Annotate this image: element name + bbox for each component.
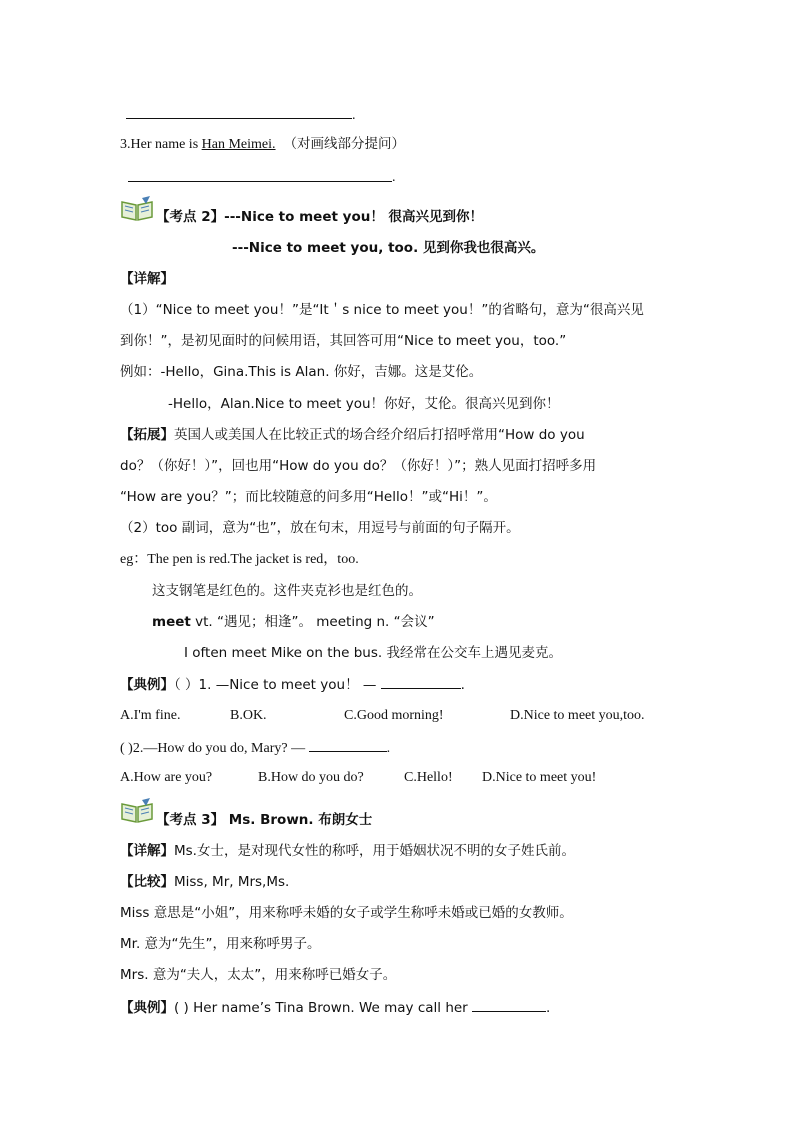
- expand-2: do？（你好！）”，回也用“How do you do？（你好！）”；熟人见面打招呼多用: [120, 458, 597, 474]
- eg-sentence: eg：The pen is red.The jacket is red，too.: [120, 552, 359, 567]
- expand-3: “How are you？”；而比较随意的问多用“Hello！”或“Hi！”。: [120, 489, 497, 505]
- typical-label: 【典例】: [120, 677, 174, 693]
- q2-option-a[interactable]: A.How are you?: [120, 770, 213, 785]
- meet-definition: [152, 612, 435, 632]
- q2-blank[interactable]: [309, 737, 387, 752]
- question-3: [120, 134, 405, 155]
- underlined-part: Han Meimei.: [201, 137, 276, 152]
- compare-label: 【比较】: [120, 874, 174, 890]
- q1-option-c[interactable]: C.Good morning!: [344, 708, 444, 723]
- q3-blank[interactable]: [472, 997, 546, 1012]
- line-dot: .: [392, 170, 396, 185]
- q2-option-d[interactable]: D.Nice to meet you!: [482, 770, 597, 785]
- book-icon: [120, 196, 154, 222]
- compare-text: Miss, Mr, Mrs,Ms.: [174, 874, 290, 890]
- point-3-heading: 【考点 3】 Ms. Brown. 布朗女士: [156, 812, 373, 828]
- answer-line: [128, 181, 392, 182]
- point-2-heading-2: ---Nice to meet you, too. 见到你我也很高兴。: [232, 240, 545, 256]
- line-dot: .: [352, 108, 356, 123]
- detail-text-3: Ms.女士，是对现代女性的称呼，用于婚姻状况不明的女子姓氏前。: [174, 843, 575, 859]
- meet-def: vt. “遇见；相逢”。 meeting n. “会议”: [190, 614, 435, 630]
- paragraph-2: （2）too 副词，意为“也”，放在句末，用逗号与前面的句子隔开。: [120, 520, 520, 536]
- q1-option-d[interactable]: D.Nice to meet you,too.: [510, 708, 645, 723]
- q2-options: [120, 768, 596, 788]
- meet-example: I often meet Mike on the bus. 我经常在公交车上遇见麦克。: [184, 645, 562, 661]
- typical-q3: 【典例】( ) Her name’s Tina Brown. We may call her .: [120, 997, 550, 1018]
- expand-text-1: 英国人或美国人在比较正式的场合经介绍后打招呼常用“How do you: [174, 427, 585, 443]
- point-3-detail: [120, 841, 575, 861]
- example-2: -Hello，Alan.Nice to meet you！你好，艾伦。很高兴见到你！: [168, 396, 560, 412]
- point-2-heading: 【考点 2】---Nice to meet you！ 很高兴见到你！: [156, 209, 484, 225]
- detail-label: 【详解】: [120, 271, 174, 287]
- q2-stem: ( )2.—How do you do, Mary? —: [120, 741, 309, 756]
- eg-translation: 这支钢笔是红色的。这件夹克衫也是红色的。: [152, 583, 422, 599]
- miss-definition: Miss 意思是“小姐”，用来称呼未婚的女子或学生称呼未婚或已婚的女教师。: [120, 905, 573, 921]
- detail-label-3: 【详解】: [120, 843, 174, 859]
- q1-option-b[interactable]: B.OK.: [230, 708, 267, 723]
- book-icon: [120, 798, 154, 824]
- q2-option-c[interactable]: C.Hello!: [404, 770, 453, 785]
- typical-q1: 【典例】（ ）1. —Nice to meet you！ — .: [120, 674, 465, 695]
- typical-q2: ( )2.—How do you do, Mary? — .: [120, 737, 390, 759]
- question-3-hint: （对画线部分提问）: [283, 136, 406, 152]
- mr-definition: Mr. 意为“先生”，用来称呼男子。: [120, 936, 321, 952]
- paragraph-1a: （1）“Nice to meet you！”是“It＇s nice to meet you！”的省略句，意为“很高兴见: [120, 302, 644, 318]
- typical-label-3: 【典例】: [120, 1000, 174, 1016]
- q1-options: [120, 706, 645, 726]
- expand-1: [120, 425, 585, 445]
- expand-label: 【拓展】: [120, 427, 174, 443]
- q1-option-a[interactable]: A.I'm fine.: [120, 708, 181, 723]
- paragraph-1b: 到你！”，是初见面时的问候用语，其回答可用“Nice to meet you，too.”: [120, 333, 567, 349]
- mrs-definition: Mrs. 意为“夫人，太太”，用来称呼已婚女子。: [120, 967, 397, 983]
- q1-blank[interactable]: [381, 674, 461, 689]
- q2-option-b[interactable]: B.How do you do?: [258, 770, 364, 785]
- point-3-compare: [120, 872, 289, 892]
- meet-word: meet: [152, 614, 191, 630]
- question-3-text: 3.Her name is: [120, 137, 202, 152]
- example-1: 例如：-Hello，Gina.This is Alan. 你好，吉娜。这是艾伦。: [120, 364, 483, 380]
- answer-line: [126, 118, 352, 119]
- q1-stem: （ ）1. —Nice to meet you！ —: [174, 677, 381, 693]
- q3-stem: ( ) Her name’s Tina Brown. We may call her: [174, 1000, 473, 1016]
